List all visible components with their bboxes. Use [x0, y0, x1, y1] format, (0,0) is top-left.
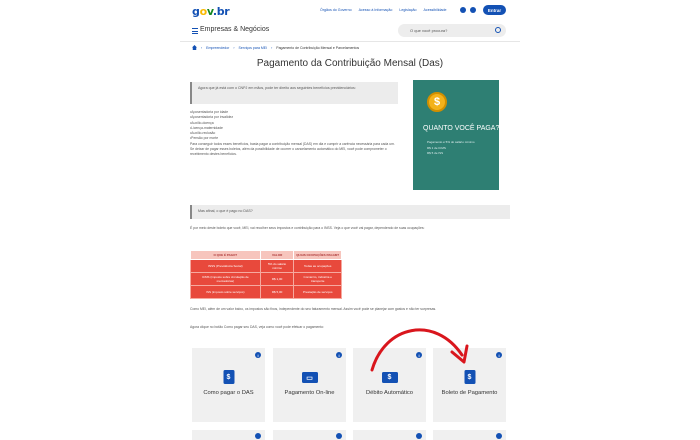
table-cell: ISS (imposto sobre serviços): [191, 286, 261, 299]
breadcrumb-item[interactable]: Serviços para MEI: [238, 45, 268, 50]
dollar-document-icon: $: [223, 370, 234, 384]
card-label: Pagamento On-line: [284, 390, 335, 396]
link-orgaos[interactable]: Órgãos do Governo: [320, 8, 352, 12]
card-label: Como pagar o DAS: [203, 390, 254, 396]
table-header: O QUE É PAGO?: [191, 251, 261, 260]
table-cell: R$ 5,00: [260, 286, 294, 299]
link-legislacao[interactable]: Legislação: [399, 8, 417, 12]
info-icon[interactable]: i: [496, 352, 502, 358]
list-item: •Auxílio-reclusão: [190, 131, 216, 136]
table-header: VALOR: [260, 251, 294, 260]
paragraph: Para conseguir todos esses benefícios, basta pagar a contribuição mensal (DAS) em dia e cumprir a carência necessária para cada um.: [190, 141, 395, 146]
credit-card-icon: ▭: [302, 372, 318, 383]
site-title[interactable]: Empresas & Negócios: [200, 26, 270, 33]
table-cell: ICMS (imposto sobre circulação de mercadorias): [191, 273, 261, 286]
list-item: •Aposentadoria por idade: [190, 110, 229, 114]
banner-text: Pagamento é 5% do salário mínimo R$ 1 de ICMS R$ 5 de ISS: [427, 140, 475, 156]
table-cell: Prestação de serviços: [294, 286, 342, 299]
list-item: •Aposentadoria por invalidez: [190, 115, 234, 120]
link-acesso-informacao[interactable]: Acesso à Informação: [358, 8, 393, 12]
table-header: QUAIS OCUPAÇÕES PAGAM?: [294, 251, 342, 260]
gov-br-logo[interactable]: gov.br: [192, 5, 230, 18]
red-arrow-annotation: [180, 0, 520, 440]
money-icon: $: [382, 372, 398, 383]
info-icon[interactable]: i: [255, 352, 261, 358]
table-cell: Comércio, indústria e transporte: [294, 273, 342, 286]
card-label: Boleto de Pagamento: [441, 390, 498, 396]
banner-title: QUANTO VOCÊ PAGA?: [423, 125, 500, 132]
table-cell: Todas as ocupações: [294, 260, 342, 273]
paragraph: Se deixar de pagar esses boletos, além da possibilidade de ocorrer o cancelamento automático do MEI, você pode comprometer o recebimento destes benefícios.: [190, 146, 387, 157]
das-callout: Mas afinal, o que é pago no DAS?: [190, 205, 510, 219]
list-item: •Pensão por morte: [190, 136, 219, 141]
breadcrumb-item[interactable]: Empreendedor: [206, 45, 230, 50]
page-title: Pagamento da Contribuição Mensal (Das): [256, 58, 444, 69]
login-button[interactable]: Entrar: [483, 5, 506, 15]
table-cell: R$ 1,00: [260, 273, 294, 286]
breadcrumb: › Empreendedor › Serviços para MEI › Pagamento de Contribuição Mensal e Parcelamentos: [192, 45, 359, 50]
table-cell: 5% do salário mínimo: [260, 260, 294, 273]
search-placeholder: O que você procura?: [410, 28, 448, 33]
table-cell: INSS (Previdência Social): [191, 260, 261, 273]
card-label: Débito Automático: [365, 390, 414, 396]
page: [180, 0, 520, 440]
dollar-document-icon: $: [464, 370, 475, 384]
intro-callout: Agora que já está com o CNPJ em mãos, pode ter direito aos seguintes benefícios previdenciários:: [190, 82, 398, 104]
das-text: É por meio deste boleto que você, MEI, vai recolher seus impostos e contribuição para o INSS. Veja o que você vai pagar, dependendo de suas ocupações:: [190, 226, 425, 230]
list-item: •Licença-maternidade: [190, 125, 223, 130]
info-icon[interactable]: i: [416, 352, 422, 358]
link-acessibilidade[interactable]: Acessibilidade: [423, 8, 447, 12]
cta-text: Agora clique no botão Como pagar seu DAS, veja como você pode efetuar o pagamento:: [190, 325, 325, 329]
info-icon[interactable]: i: [336, 352, 342, 358]
after-table-text: Como MEI, além de um valor baixo, os impostos são fixos, independente do seu faturamento mensal. Assim você pode se planejar com gastos e não ter surpresas.: [190, 307, 437, 311]
breadcrumb-current: Pagamento de Contribuição Mensal e Parcelamentos: [276, 45, 360, 50]
coin-icon: $: [427, 92, 447, 112]
list-item: •Auxílio-doença: [190, 120, 214, 125]
